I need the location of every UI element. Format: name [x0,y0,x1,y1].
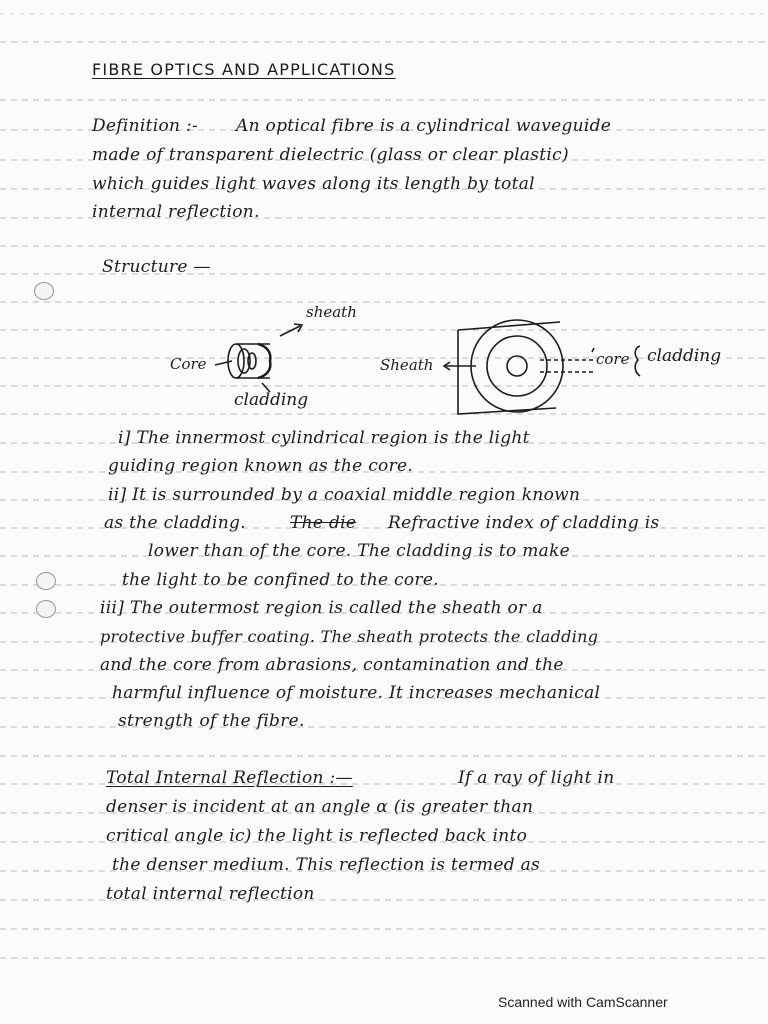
structure-point: ii] It is surrounded by a coaxial middle region known [108,485,581,505]
definition-line: internal reflection. [92,202,260,222]
structure-point: and the core from abrasions, contamination and the [100,655,564,675]
definition-line: An optical fibre is a cylindrical waveguide [236,116,612,136]
struck-text: The die [290,513,357,533]
definition-line: made of transparent dielectric (glass or clear plastic) [92,145,569,165]
label-core-left: Core [170,355,207,373]
structure-point: lower than of the core. The cladding is to make [148,541,571,561]
tir-line: total internal reflection [106,884,315,904]
structure-point: harmful influence of moisture. It increases mechanical [112,683,601,703]
tir-line: If a ray of light in [458,768,615,788]
structure-point: the light to be confined to the core. [122,570,439,590]
label-sheath-right: Sheath [380,356,434,374]
structure-point: i] The innermost cylindrical region is the light [118,428,530,448]
structure-heading: Structure — [102,257,211,277]
label-cladding-right: cladding [647,346,722,366]
page-title: FIBRE OPTICS AND APPLICATIONS [92,60,396,79]
structure-point: guiding region known as the core. [108,456,414,476]
definition-line: which guides light waves along its length by total [92,174,535,194]
tir-label: Total Internal Reflection :— [106,768,353,788]
tir-line: denser is incident at an angle α (is greater than [106,797,534,817]
label-core-right: core [596,350,630,368]
label-sheath-top: sheath [306,303,357,321]
structure-point: as the cladding. [104,513,246,533]
definition-label: Definition :- [92,116,199,136]
structure-point: protective buffer coating. The sheath protects the cladding [100,627,599,646]
scanner-watermark: Scanned with CamScanner [498,994,668,1010]
tir-line: the denser medium. This reflection is termed as [112,855,541,875]
structure-point: strength of the fibre. [118,711,305,731]
tir-line: critical angle ic) the light is reflected back into [106,826,528,846]
structure-point: iii] The outermost region is called the sheath or a [100,598,543,618]
structure-point: Refractive index of cladding is [388,513,660,533]
label-cladding-bottom: cladding [234,390,309,410]
